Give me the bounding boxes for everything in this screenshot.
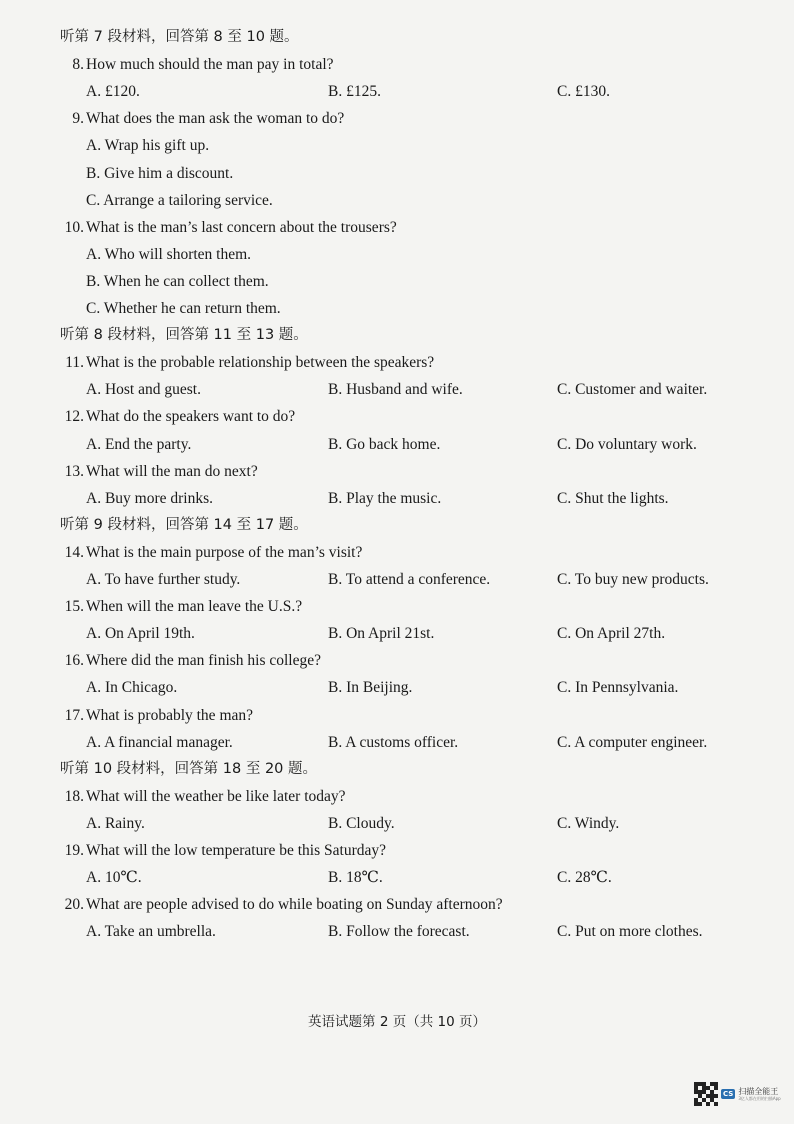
question-text: What is the probable relationship between the speakers?	[86, 354, 435, 372]
question-line	[0, 105, 794, 132]
question-text: What is the man’s last concern about the trousers?	[86, 218, 397, 236]
question-number: 15.	[64, 598, 84, 616]
option-line	[0, 268, 794, 295]
question-text: What will the low temperature be this Saturday?	[86, 842, 387, 859]
question-number: 18.	[64, 787, 84, 805]
question-line	[0, 51, 794, 78]
question-line	[0, 783, 794, 810]
option-line	[0, 132, 794, 159]
page-footer: 英语试题第 2 页（共 10 页）	[308, 1014, 486, 1030]
options-row	[0, 485, 794, 512]
option-a: A. Take an umbrella.	[86, 923, 216, 941]
option-a: A. Rainy.	[86, 814, 145, 832]
qr-code-icon	[694, 1082, 718, 1106]
question-number: 9.	[72, 110, 84, 128]
options-row	[0, 431, 794, 458]
question-text: What will the weather be like later today?	[86, 787, 346, 805]
question-number: 13.	[64, 462, 84, 480]
option-b: B. To attend a conference.	[328, 571, 491, 588]
question-number: 8.	[72, 56, 84, 74]
options-row	[0, 78, 794, 105]
camscanner-logo-icon: CS	[723, 1090, 734, 1098]
question-number: 19.	[64, 842, 84, 859]
option-a: A. To have further study.	[86, 571, 241, 588]
option-b: B. Play the music.	[328, 489, 442, 507]
question-line	[0, 647, 794, 674]
option-a: A. Who will shorten them.	[86, 245, 252, 263]
option-b: B. In Beijing.	[328, 679, 413, 697]
option-a: A. Host and guest.	[86, 381, 201, 399]
option-c: C. On April 27th.	[557, 625, 666, 643]
question-line	[0, 593, 794, 620]
option-c: C. In Pennsylvania.	[557, 679, 679, 697]
option-a: A. On April 19th.	[86, 625, 195, 643]
option-b: B. Give him a discount.	[86, 164, 234, 182]
option-c: C. Put on more clothes.	[557, 923, 703, 941]
option-a: A. End the party.	[86, 435, 192, 453]
question-text: What do the speakers want to do?	[86, 408, 296, 426]
option-c: C. Windy.	[557, 814, 620, 832]
option-a: A. A financial manager.	[86, 733, 233, 751]
option-b: B. Cloudy.	[328, 814, 395, 832]
question-number: 20.	[64, 896, 84, 914]
question-number: 14.	[64, 543, 84, 561]
section-header: 听第 9 段材料，回答第 14 至 17 题。	[60, 516, 308, 533]
question-text: What are people advised to do while boating on Sunday afternoon?	[86, 896, 503, 914]
options-row	[0, 729, 794, 756]
question-number: 12.	[64, 408, 84, 426]
question-text: When will the man leave the U.S.?	[86, 598, 303, 616]
question-line	[0, 837, 794, 864]
camscanner-name: 扫描全能王	[738, 1087, 779, 1096]
options-row	[0, 918, 794, 945]
option-b: B. When he can collect them.	[86, 272, 269, 290]
option-c: C. Customer and waiter.	[557, 381, 708, 399]
option-a: A. Wrap his gift up.	[86, 137, 210, 155]
option-b: B. On April 21st.	[328, 625, 435, 643]
option-b: B. £125.	[328, 83, 381, 101]
option-c: C. To buy new products.	[557, 571, 709, 588]
option-line	[0, 187, 794, 214]
camscanner-watermark	[694, 1080, 786, 1108]
question-line	[0, 539, 794, 566]
section-header: 听第 7 段材料，回答第 8 至 10 题。	[60, 29, 299, 45]
option-c: C. Whether he can return them.	[86, 300, 281, 317]
option-a: A. 10℃.	[86, 869, 142, 887]
question-number: 17.	[64, 706, 84, 724]
option-a: A. Buy more drinks.	[86, 489, 214, 507]
question-text: What is the main purpose of the man’s visit?	[86, 543, 363, 561]
question-number: 16.	[64, 652, 84, 670]
option-line	[0, 241, 794, 268]
option-b: B. 18℃.	[328, 869, 383, 887]
question-line	[0, 458, 794, 485]
question-line	[0, 214, 794, 241]
question-text: What is probably the man?	[86, 706, 254, 724]
options-row	[0, 864, 794, 891]
option-b: B. Go back home.	[328, 435, 441, 453]
question-line	[0, 403, 794, 430]
question-text: How much should the man pay in total?	[86, 56, 334, 74]
question-number: 10.	[64, 218, 84, 236]
option-b: B. Husband and wife.	[328, 381, 463, 399]
question-line	[0, 702, 794, 729]
options-row	[0, 566, 794, 593]
option-a: A. £120.	[86, 83, 140, 101]
question-text: Where did the man finish his college?	[86, 652, 322, 670]
option-a: A. In Chicago.	[86, 679, 178, 697]
question-number: 11.	[65, 354, 84, 372]
question-line	[0, 891, 794, 918]
question-text: What does the man ask the woman to do?	[86, 110, 345, 128]
option-c: C. Arrange a tailoring service.	[86, 191, 273, 209]
option-line	[0, 160, 794, 187]
question-text: What will the man do next?	[86, 462, 258, 480]
option-c: C. 28℃.	[557, 869, 612, 887]
options-row	[0, 810, 794, 837]
option-c: C. Do voluntary work.	[557, 435, 697, 453]
option-c: C. £130.	[557, 83, 610, 101]
question-line	[0, 349, 794, 376]
section-header: 听第 10 段材料，回答第 18 至 20 题。	[60, 760, 318, 777]
section-header: 听第 8 段材料，回答第 11 至 13 题。	[60, 327, 308, 344]
option-c: C. Shut the lights.	[557, 489, 669, 507]
camscanner-tagline: 3亿人都在用的扫描App	[738, 1096, 781, 1101]
options-row	[0, 620, 794, 647]
option-c: C. A computer engineer.	[557, 733, 708, 751]
option-line	[0, 295, 794, 322]
options-row	[0, 674, 794, 701]
option-b: B. A customs officer.	[328, 733, 459, 751]
options-row	[0, 376, 794, 403]
option-b: B. Follow the forecast.	[328, 923, 470, 941]
